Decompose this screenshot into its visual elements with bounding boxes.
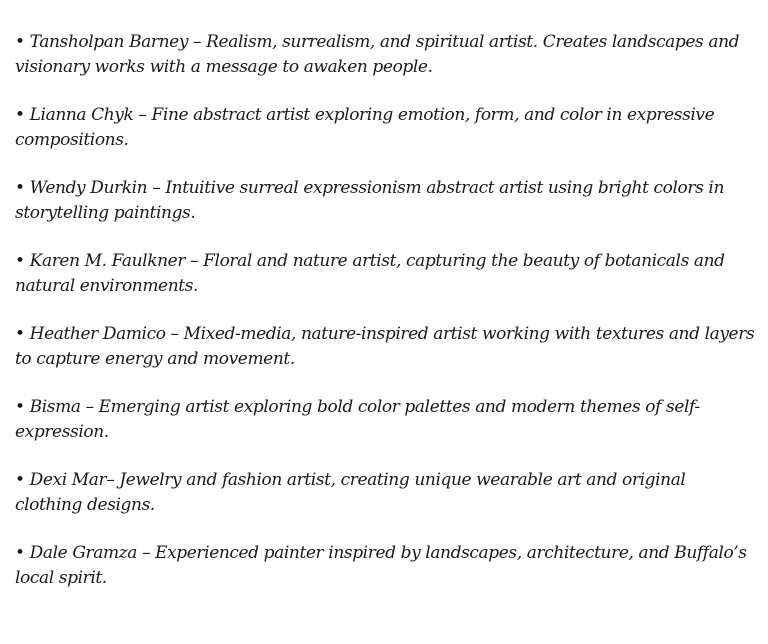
- bullet-icon: •: [15, 543, 25, 563]
- artist-description: Dale Gramza – Experienced painter inspired by landscapes, architecture, and Buffalo’s local spirit.: [15, 543, 747, 588]
- artist-description: Lianna Chyk – Fine abstract artist exploring emotion, form, and color in expressive compositions.: [15, 105, 715, 150]
- artist-description: Wendy Durkin – Intuitive surreal expressionism abstract artist using bright colors in storytelling paintings.: [15, 178, 725, 223]
- bullet-icon: •: [15, 470, 25, 490]
- artist-description: Karen M. Faulkner – Floral and nature artist, capturing the beauty of botanicals and natural environments.: [15, 251, 725, 296]
- artist-description: Heather Damico – Mixed-media, nature-inspired artist working with textures and layers to capture energy and movement.: [15, 324, 755, 369]
- artist-item-lianna-chyk: [15, 103, 757, 152]
- artist-item-karen-faulkner: [15, 249, 757, 298]
- artist-description: Dexi Mar– Jewelry and fashion artist, creating unique wearable art and original clothing designs.: [15, 470, 686, 515]
- artist-description: Bisma – Emerging artist exploring bold color palettes and modern themes of self-expression.: [15, 397, 700, 442]
- artist-item-dexi-mar: [15, 468, 757, 517]
- bullet-icon: •: [15, 178, 25, 198]
- artist-list: [15, 30, 757, 614]
- bullet-icon: •: [15, 251, 25, 271]
- bullet-icon: •: [15, 32, 25, 52]
- artist-item-tansholpan-barney: [15, 30, 757, 79]
- artist-item-dale-gramza: [15, 541, 757, 590]
- bullet-icon: •: [15, 324, 25, 344]
- artist-item-heather-damico: [15, 322, 757, 371]
- bullet-icon: •: [15, 105, 25, 125]
- artist-item-wendy-durkin: [15, 176, 757, 225]
- bullet-icon: •: [15, 397, 25, 417]
- artist-item-bisma: [15, 395, 757, 444]
- artist-description: Tansholpan Barney – Realism, surrealism, and spiritual artist. Creates landscapes and visionary works with a message to awaken people.: [15, 32, 740, 77]
